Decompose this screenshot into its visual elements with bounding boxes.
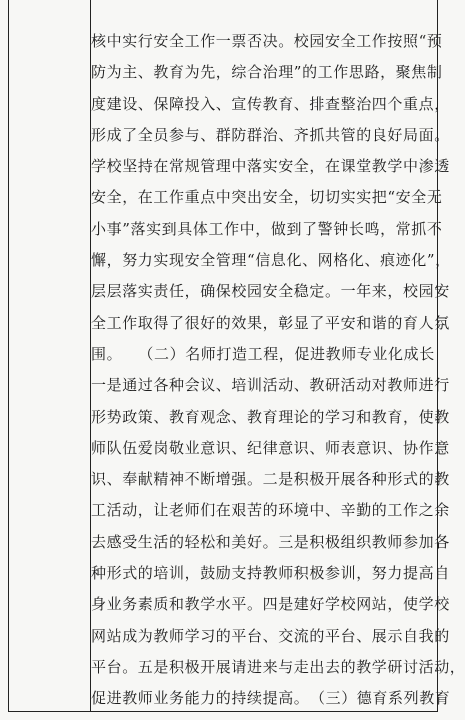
text-line: 促进教师业务能力的持续提高。 （三）德育系列教育: [91, 689, 451, 708]
text-line: 小事”落实到具体工作中，做到了警钟长鸣，常抓不: [91, 219, 443, 238]
text-line: 种形式的培训，鼓励支持教师积极参训，努力提高自: [91, 564, 450, 583]
text-line: 安全，在工作重点中突出安全，切切实实把“安全无: [91, 188, 443, 207]
text-line: 形成了全员参与、群防群治、齐抓共管的良好局面。: [91, 125, 450, 144]
text-line: 师队伍爱岗敬业意识、纪律意识、师表意识、协作意: [91, 438, 450, 457]
text-line: 度建设、保障投入、宣传教育、排查整治四个重点，: [91, 94, 450, 113]
text-line: 一是通过各种会议、培训活动、教研活动对教师进行: [91, 376, 450, 395]
text-line: 网站成为教师学习的平台、交流的平台、展示自我的: [91, 626, 450, 645]
text-line: 围。 （二）名师打造工程，促进教师专业化成长: [91, 344, 435, 363]
text-line: 去感受生活的轻松和美好。三是积极组织教师参加各: [91, 532, 450, 551]
body-text-cell: [91, 26, 465, 715]
text-line: 识、奉献精神不断增强。二是积极开展各种形式的教: [91, 470, 450, 489]
text-line: 身业务素质和教学水平。四是建好学校网站，使学校: [91, 595, 450, 614]
text-line: 全工作取得了很好的效果，彰显了平安和谐的育人氛: [91, 313, 450, 332]
text-line: 学校坚持在常规管理中落实安全，在课堂教学中渗透: [91, 157, 450, 176]
text-line: 形势政策、教育观念、教育理论的学习和教育，使教: [91, 407, 450, 426]
text-line: 工活动，让老师们在艰苦的环境中、辛勤的工作之余: [91, 501, 450, 520]
text-line: 核中实行安全工作一票否决。校园安全工作按照“预: [91, 32, 443, 50]
text-line: 平台。五是积极开展请进来与走出去的教学研讨活动，: [91, 657, 465, 676]
text-line: 懈，努力实现安全管理“信息化、网格化、痕迹化”，: [91, 251, 451, 270]
text-line: 层层落实责任，确保校园安全稳定。一年来，校园安: [91, 282, 450, 301]
text-line: 防为主、教育为先，综合治理”的工作思路，聚焦制: [91, 63, 443, 82]
